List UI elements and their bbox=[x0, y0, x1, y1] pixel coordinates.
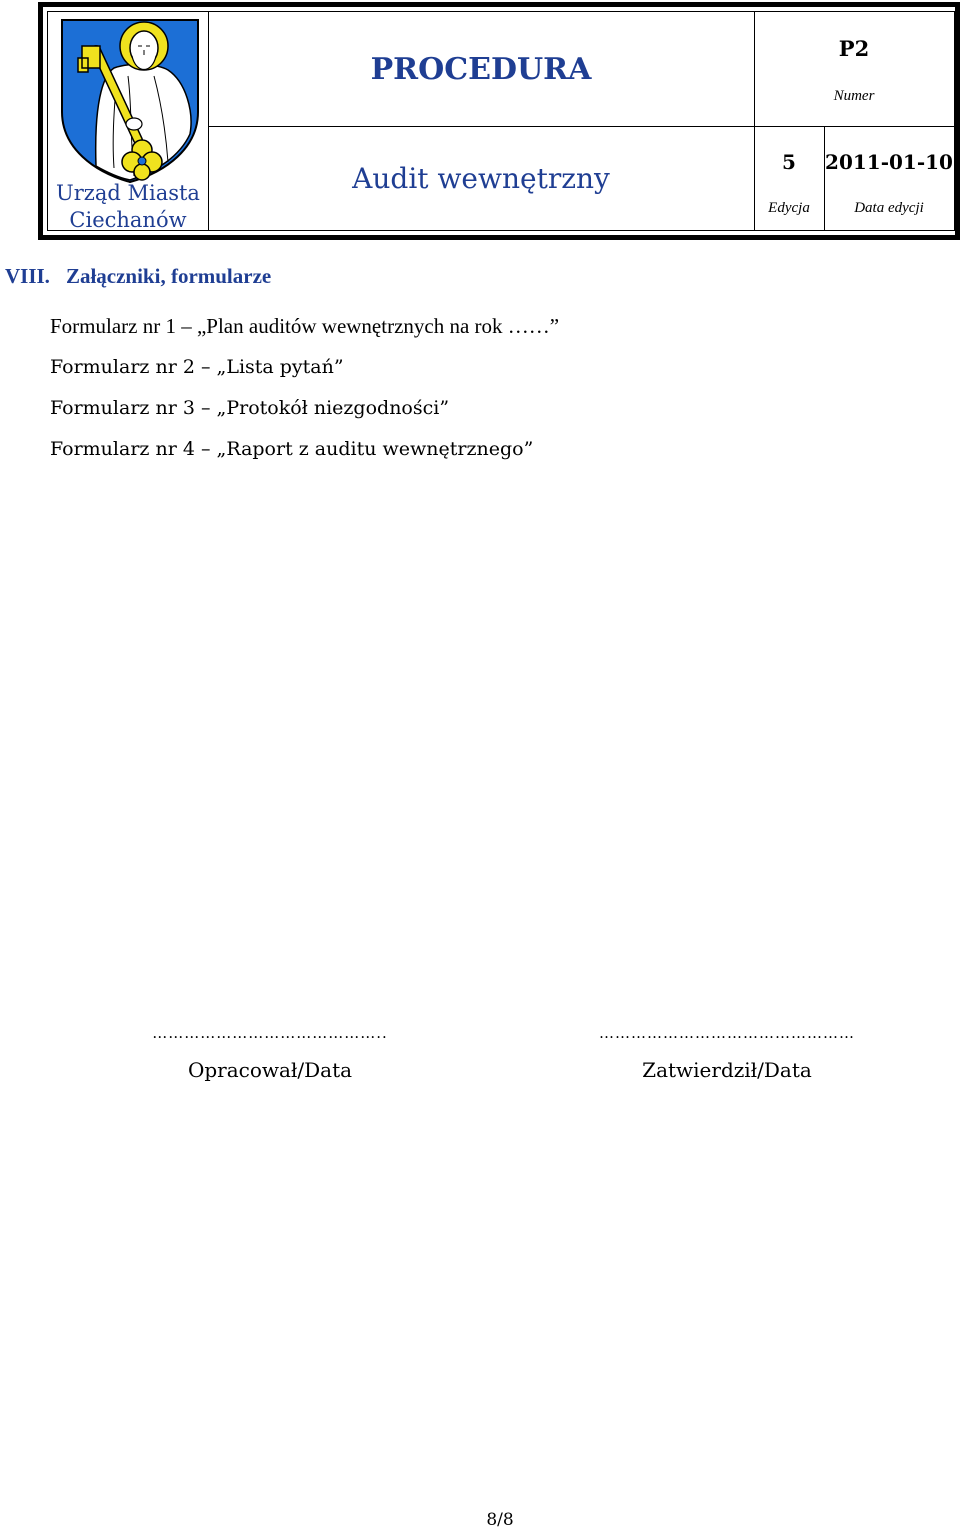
form-item-4: Formularz nr 4 – „Raport z auditu wewnętrznego” bbox=[50, 438, 534, 460]
form-item-3: Formularz nr 3 – „Protokół niezgodności” bbox=[50, 397, 450, 419]
form-item-1: Formularz nr 1 – „Plan auditów wewnętrznych na rok ……” bbox=[50, 314, 560, 338]
document-subject: Audit wewnętrzny bbox=[352, 161, 610, 195]
signature-line: …………………………………….. bbox=[152, 1024, 388, 1042]
section-number: VIII. bbox=[5, 264, 50, 288]
section-title: Załączniki, formularze bbox=[65, 264, 272, 288]
page-number: 8/8 bbox=[486, 1510, 514, 1530]
prepared-by-label: Opracował/Data bbox=[187, 1058, 353, 1082]
section-heading bbox=[5, 264, 271, 289]
logo-cell bbox=[48, 12, 208, 230]
organization-name-line2: Ciechanów bbox=[69, 208, 187, 232]
coat-of-arms-icon bbox=[58, 16, 202, 184]
form-item-2: Formularz nr 2 – „Lista pytań” bbox=[50, 356, 344, 378]
organization-name bbox=[48, 180, 208, 234]
procedure-number-label: Numer bbox=[833, 88, 875, 104]
approved-by-signature bbox=[577, 1024, 877, 1082]
signature-line: ………………………………………… bbox=[599, 1024, 855, 1042]
prepared-by-signature bbox=[120, 1024, 420, 1082]
edition-date-label: Data edycji bbox=[854, 200, 924, 216]
document-header bbox=[38, 2, 960, 240]
procedure-number: P2 bbox=[838, 36, 870, 61]
edition-number: 5 bbox=[782, 150, 796, 174]
organization-name-line1: Urząd Miasta bbox=[56, 181, 200, 205]
forms-list bbox=[50, 306, 559, 470]
approved-by-label: Zatwierdził/Data bbox=[642, 1058, 812, 1082]
header-table bbox=[47, 11, 955, 231]
edition-date: 2011-01-10 bbox=[825, 150, 953, 174]
document-type: PROCEDURA bbox=[370, 51, 592, 87]
edition-label: Edycja bbox=[768, 200, 810, 216]
